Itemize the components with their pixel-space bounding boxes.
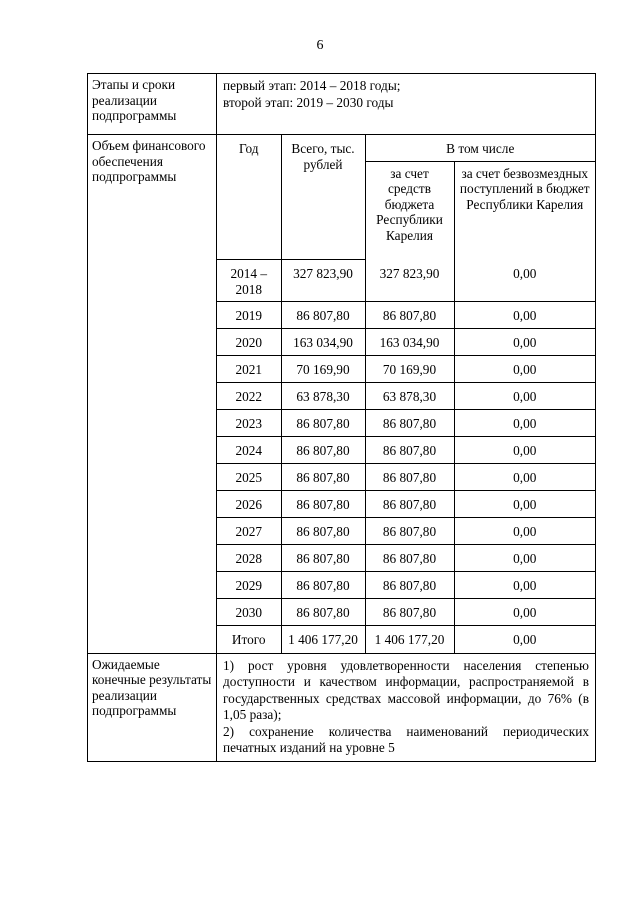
cell-total: 86 807,80 bbox=[281, 545, 365, 572]
cell-year: 2024 bbox=[217, 437, 281, 464]
cell-gratuitous: 0,00 bbox=[454, 260, 595, 302]
cell-gratuitous: 0,00 bbox=[454, 437, 595, 464]
cell-budget: 163 034,90 bbox=[365, 329, 454, 356]
results-label: Ожидаемые конечные результаты реализации подпрограммы bbox=[88, 653, 217, 761]
cell-year: 2028 bbox=[217, 545, 281, 572]
header-budget: за счет средств бюджета Республики Карелия bbox=[365, 161, 454, 260]
header-year: Год bbox=[217, 135, 281, 260]
funding-data-row bbox=[217, 260, 595, 302]
stage-line: второй этап: 2019 – 2030 годы bbox=[223, 94, 394, 110]
cell-year: 2019 bbox=[217, 302, 281, 329]
cell-budget: 86 807,80 bbox=[365, 464, 454, 491]
funding-data-row bbox=[217, 437, 595, 464]
results-text bbox=[217, 653, 596, 761]
cell-total: 86 807,80 bbox=[281, 437, 365, 464]
funding-label: Объем финансового обеспечения подпрограммы bbox=[88, 135, 217, 654]
funding-data-row bbox=[217, 302, 595, 329]
cell-gratuitous: 0,00 bbox=[454, 464, 595, 491]
funding-data-row bbox=[217, 491, 595, 518]
cell-year: 2021 bbox=[217, 356, 281, 383]
cell-year: 2023 bbox=[217, 410, 281, 437]
cell-total: 86 807,80 bbox=[281, 599, 365, 626]
funding-data-row bbox=[217, 518, 595, 545]
funding-body bbox=[217, 260, 595, 653]
cell-total: 327 823,90 bbox=[281, 260, 365, 302]
cell-budget: 86 807,80 bbox=[365, 437, 454, 464]
cell-total: 63 878,30 bbox=[281, 383, 365, 410]
cell-budget: 86 807,80 bbox=[365, 491, 454, 518]
stages-label: Этапы и сроки реализации подпрограммы bbox=[88, 74, 217, 135]
header-total bbox=[281, 135, 365, 260]
cell-total: 1 406 177,20 bbox=[281, 626, 365, 653]
funding-header-row bbox=[217, 135, 595, 161]
cell-gratuitous: 0,00 bbox=[454, 518, 595, 545]
funding-data-row bbox=[217, 599, 595, 626]
page-number: 6 bbox=[316, 38, 324, 53]
cell-year: 2020 bbox=[217, 329, 281, 356]
stages-text bbox=[217, 74, 596, 135]
cell-budget: 86 807,80 bbox=[365, 572, 454, 599]
cell-gratuitous: 0,00 bbox=[454, 491, 595, 518]
result-item: 2) сохранение количества наименований периодических печатных изданий на уровне 5 bbox=[223, 723, 589, 755]
header-total-text: Всего, тыс. рублей bbox=[291, 141, 355, 172]
cell-year: 2026 bbox=[217, 491, 281, 518]
stages-row bbox=[88, 74, 596, 135]
cell-gratuitous: 0,00 bbox=[454, 356, 595, 383]
cell-budget: 1 406 177,20 bbox=[365, 626, 454, 653]
cell-total: 86 807,80 bbox=[281, 410, 365, 437]
funding-data-row bbox=[217, 545, 595, 572]
cell-year: 2022 bbox=[217, 383, 281, 410]
result-item: 1) рост уровня удовлетворенности населения степенью доступности и качеством информации, распространяемой в государственных средствах массовой информации, до 76% (в 1,05 раза); bbox=[223, 657, 589, 722]
header-gratuitous: за счет безвозмездных поступлений в бюджет Республики Карелия bbox=[454, 161, 595, 260]
cell-total: 163 034,90 bbox=[281, 329, 365, 356]
cell-total: 86 807,80 bbox=[281, 464, 365, 491]
cell-gratuitous: 0,00 bbox=[454, 329, 595, 356]
cell-gratuitous: 0,00 bbox=[454, 572, 595, 599]
funding-table bbox=[217, 135, 595, 653]
funding-cell bbox=[217, 135, 596, 654]
cell-gratuitous: 0,00 bbox=[454, 626, 595, 653]
funding-data-row bbox=[217, 383, 595, 410]
cell-budget: 86 807,80 bbox=[365, 410, 454, 437]
cell-budget: 70 169,90 bbox=[365, 356, 454, 383]
cell-year: 2027 bbox=[217, 518, 281, 545]
cell-year: 2025 bbox=[217, 464, 281, 491]
cell-year: 2014 – 2018 bbox=[217, 260, 281, 302]
funding-data-row bbox=[217, 410, 595, 437]
cell-year: 2030 bbox=[217, 599, 281, 626]
cell-year: 2029 bbox=[217, 572, 281, 599]
cell-total: 86 807,80 bbox=[281, 491, 365, 518]
funding-data-row bbox=[217, 626, 595, 653]
cell-total: 70 169,90 bbox=[281, 356, 365, 383]
cell-budget: 86 807,80 bbox=[365, 518, 454, 545]
cell-total: 86 807,80 bbox=[281, 518, 365, 545]
cell-budget: 63 878,30 bbox=[365, 383, 454, 410]
cell-gratuitous: 0,00 bbox=[454, 302, 595, 329]
header-including: В том числе bbox=[365, 135, 595, 161]
funding-data-row bbox=[217, 572, 595, 599]
funding-row bbox=[88, 135, 596, 654]
cell-gratuitous: 0,00 bbox=[454, 383, 595, 410]
funding-data-row bbox=[217, 329, 595, 356]
cell-total: 86 807,80 bbox=[281, 572, 365, 599]
results-row bbox=[88, 653, 596, 761]
cell-gratuitous: 0,00 bbox=[454, 599, 595, 626]
passport-table bbox=[87, 73, 596, 762]
cell-total: 86 807,80 bbox=[281, 302, 365, 329]
cell-budget: 86 807,80 bbox=[365, 545, 454, 572]
cell-budget: 86 807,80 bbox=[365, 599, 454, 626]
cell-gratuitous: 0,00 bbox=[454, 545, 595, 572]
cell-year: Итого bbox=[217, 626, 281, 653]
funding-data-row bbox=[217, 356, 595, 383]
cell-budget: 86 807,80 bbox=[365, 302, 454, 329]
cell-gratuitous: 0,00 bbox=[454, 410, 595, 437]
funding-data-row bbox=[217, 464, 595, 491]
cell-budget: 327 823,90 bbox=[365, 260, 454, 302]
stage-line: первый этап: 2014 – 2018 годы; bbox=[223, 78, 401, 93]
